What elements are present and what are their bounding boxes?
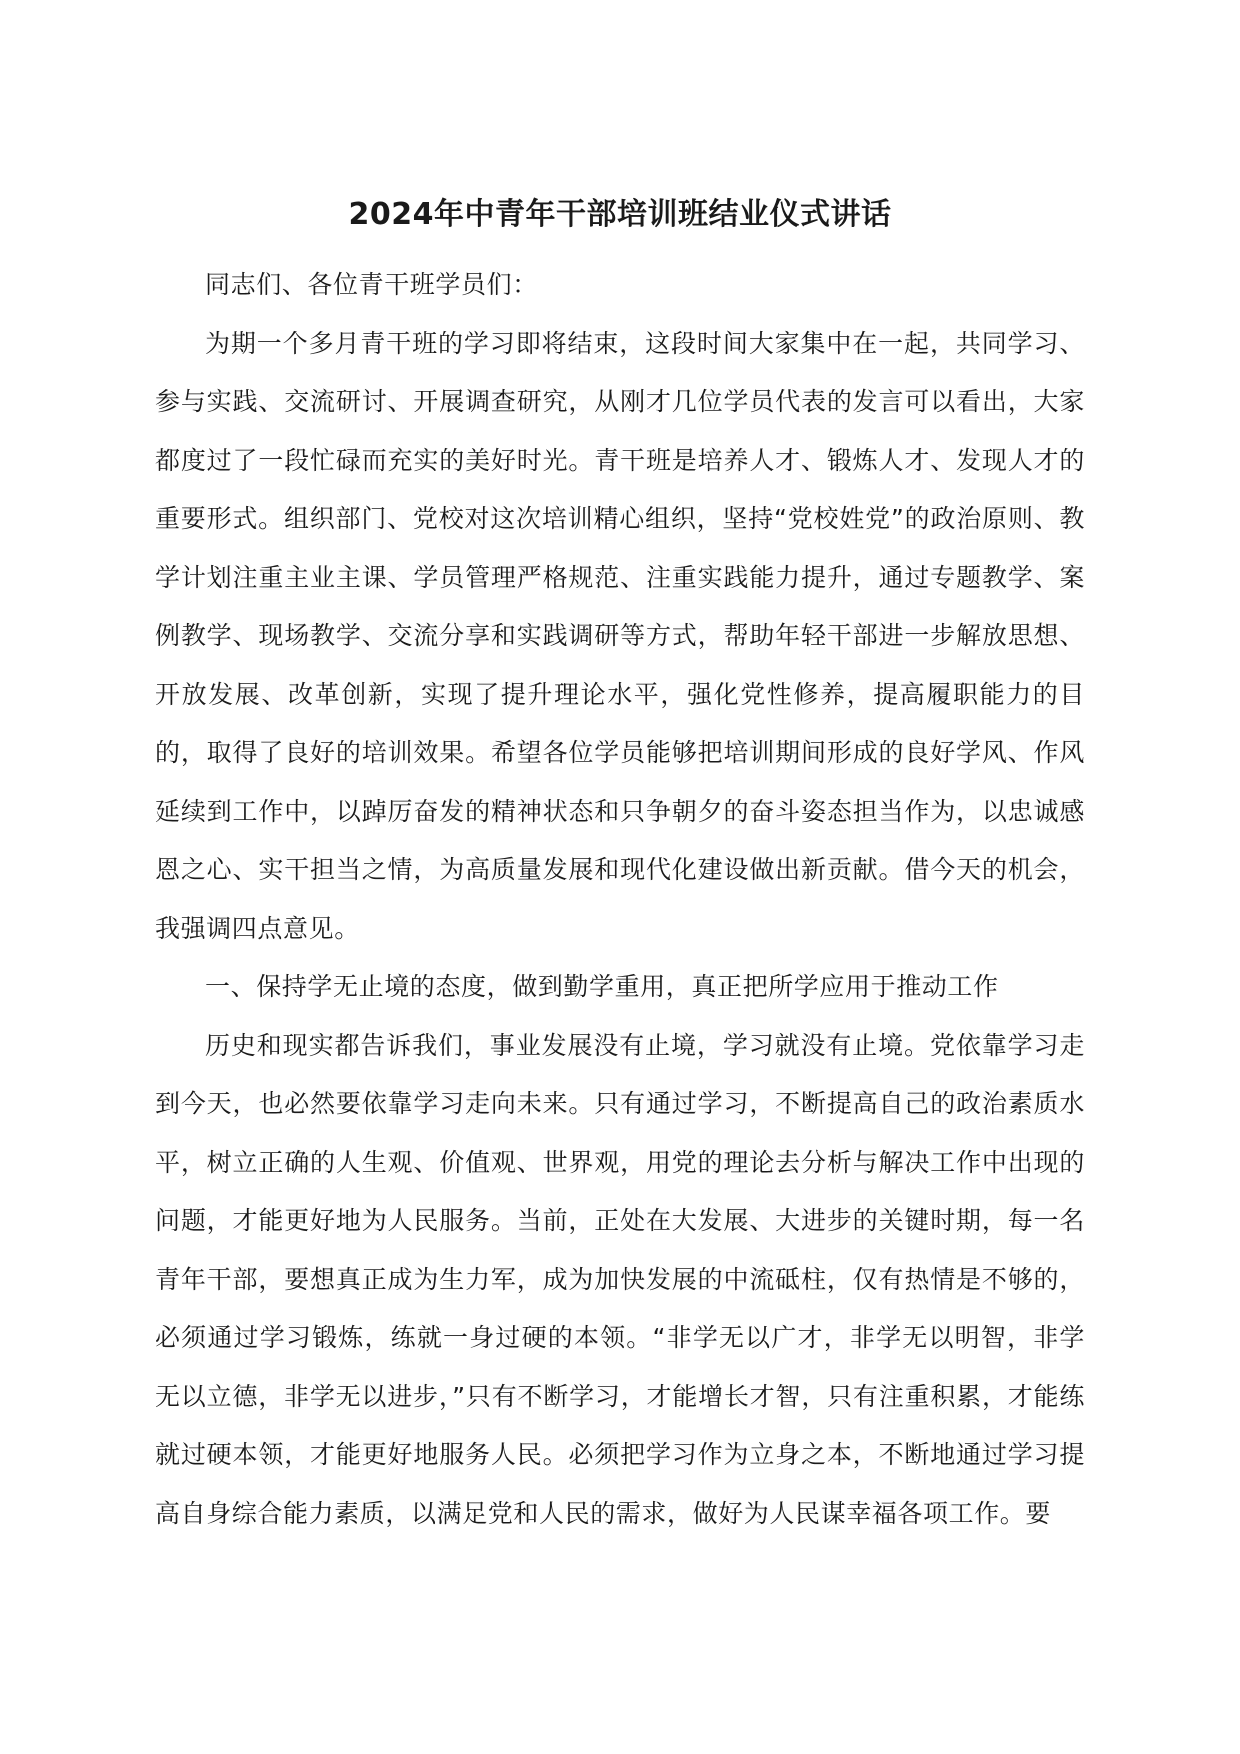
salutation-paragraph: 同志们、各位青干班学员们： <box>205 270 538 299</box>
section-heading-1: 一、保持学无止境的态度，做到勤学重用，真正把所学应用于推动工作 <box>205 972 999 1001</box>
intro-paragraph: 为期一个多月青干班的学习即将结束，这段时间大家集中在一起，共同学习、参与实践、交流研讨、开展调查研究，从刚才几位学员代表的发言可以看出，大家都度过了一段忙碌而充实的美好时光。青干班是培养人才、锻炼人才、发现人才的重要形式。组织部门、党校对这次培训精心组织，坚持“党校姓党”的政治原则、教学计划注重主业主课、学员管理严格规范、注重实践能力提升，通过专题教学、案例教学、现场教学、交流分享和实践调研等方式，帮助年轻干部进一步解放思想、开放发展、改革创新，实现了提升理论水平，强化党性修养，提高履职能力的目的，取得了良好的培训效果。希望各位学员能够把培训期间形成的良好学风、作风延续到工作中，以踔厉奋发的精神状态和只争朝夕的奋斗姿态担当作为，以忠诚感恩之心、实干担当之情，为高质量发展和现代化建设做出新贡献。借今天的机会，我强调四点意见。 <box>155 328 1085 943</box>
document-body <box>155 256 1085 1543</box>
section-1-paragraph: 历史和现实都告诉我们，事业发展没有止境，学习就没有止境。党依靠学习走到今天，也必然要依靠学习走向未来。只有通过学习，不断提高自己的政治素质水平，树立正确的人生观、价值观、世界观，用党的理论去分析与解决工作中出现的问题，才能更好地为人民服务。当前，正处在大发展、大进步的关键时期，每一名青年干部，要想真正成为生力军，成为加快发展的中流砥柱，仅有热情是不够的，必须通过学习锻炼，练就一身过硬的本领。“非学无以广才，非学无以明智，非学无以立德，非学无以进步，”只有不断学习，才能增长才智，只有注重积累，才能练就过硬本领，才能更好地服务人民。必须把学习作为立身之本，不断地通过学习提高自身综合能力素质，以满足党和人民的需求，做好为人民谋幸福各项工作。要 <box>155 1030 1085 1528</box>
document-title: 2024年中青年干部培训班结业仪式讲话 <box>348 197 892 232</box>
